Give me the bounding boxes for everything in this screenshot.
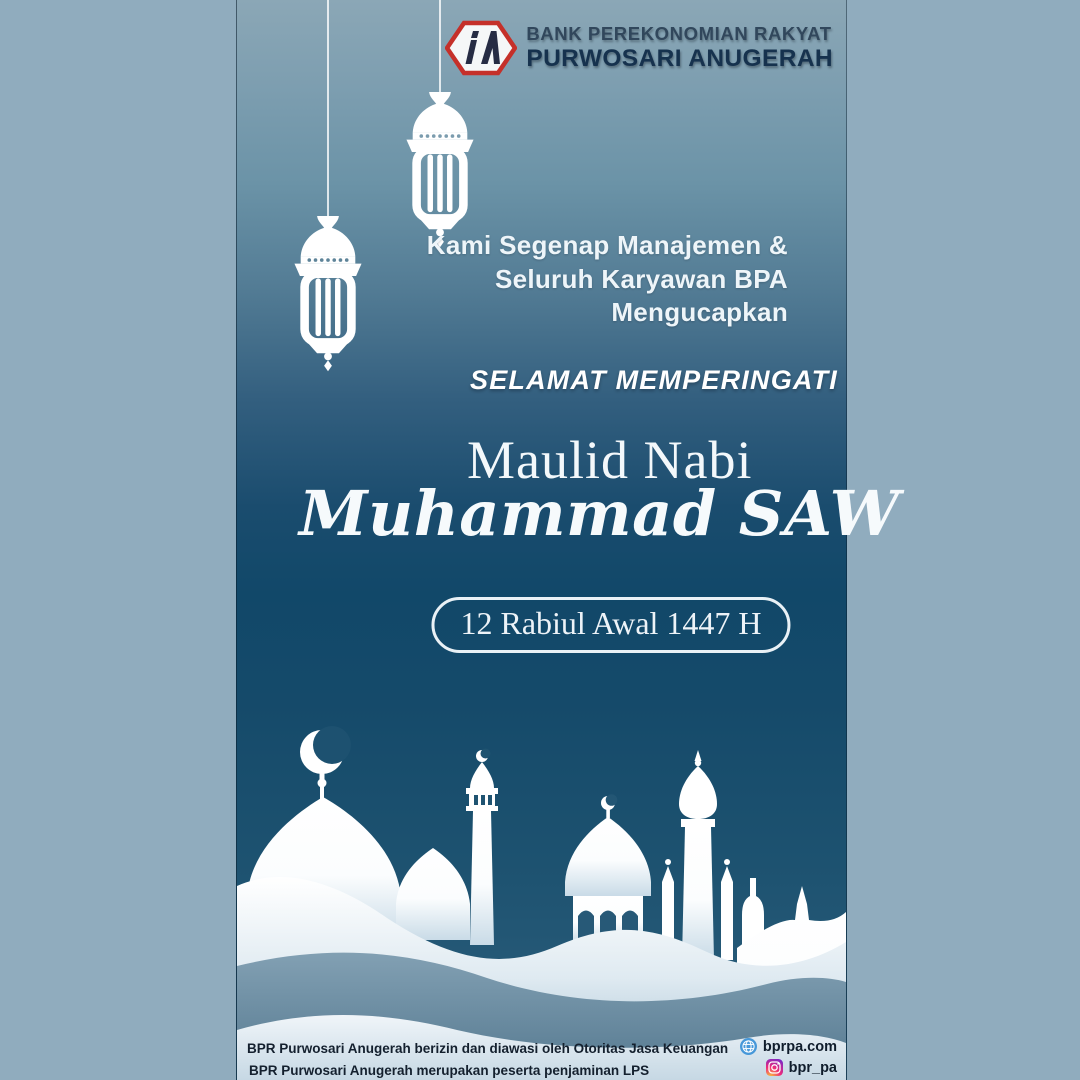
pa-hexagon-logo <box>445 20 517 76</box>
lantern-string <box>439 0 441 93</box>
date-badge: 12 Rabiul Awal 1447 H <box>431 597 790 653</box>
lantern-icon <box>401 92 479 248</box>
footer-ojk-line: BPR Purwosari Anugerah berizin dan diawasi oleh Otoritas Jasa Keuangan <box>247 1041 729 1056</box>
website-row <box>740 1038 837 1055</box>
title-maulid-nabi: Maulid Nabi <box>467 430 753 490</box>
footer-lps-line: BPR Purwosari Anugerah merupakan peserta penjaminan LPS <box>249 1063 650 1078</box>
intro-line: Kami Segenap Manajemen & <box>426 230 788 260</box>
bank-logo-block <box>445 20 833 76</box>
greeting-poster <box>236 0 900 1080</box>
intro-text <box>427 229 788 330</box>
crescent-icon <box>300 726 351 774</box>
lantern-string <box>327 0 329 218</box>
intro-line: Seluruh Karyawan BPA <box>494 263 788 294</box>
mosque-illustration <box>237 700 846 1080</box>
instagram-row <box>766 1059 837 1076</box>
instagram-label: bpr_pa <box>788 1059 837 1076</box>
kicker-text: SELAMAT MEMPERINGATI <box>470 365 838 395</box>
intro-line: Mengucapkan <box>611 297 788 327</box>
globe-icon <box>740 1038 757 1055</box>
title-muhammad-saw: Muhammad SAW <box>299 477 900 550</box>
bank-name-line1: BANK PEREKONOMIAN RAKYAT <box>526 22 832 44</box>
bank-name-line2: PURWOSARI ANUGERAH <box>526 44 833 72</box>
lantern-icon <box>289 216 367 372</box>
instagram-icon <box>766 1059 783 1076</box>
website-label: bprpa.com <box>762 1038 837 1055</box>
